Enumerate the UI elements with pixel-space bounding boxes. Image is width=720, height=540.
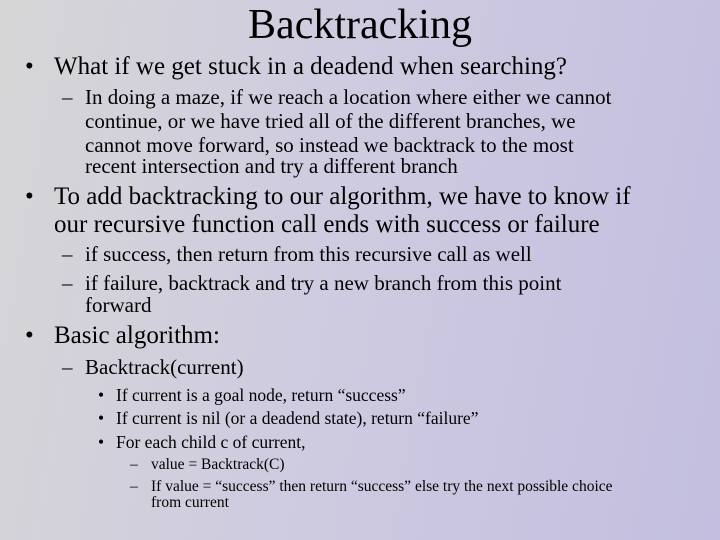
algorithm-substep: from current bbox=[151, 494, 229, 511]
dash-icon: – bbox=[130, 478, 138, 495]
sub-bullet-text: continue, or we have tried all of the different branches, we bbox=[85, 109, 576, 133]
sub-bullet-text: In doing a maze, if we reach a location where either we cannot bbox=[85, 85, 612, 109]
dash-icon: – bbox=[130, 456, 138, 473]
algorithm-substep: If value = “success” then return “success” else try the next possible choice bbox=[151, 478, 613, 495]
bullet-icon: • bbox=[25, 183, 34, 210]
sub-bullet-text: if failure, backtrack and try a new branch from this point bbox=[85, 271, 562, 295]
algorithm-step: For each child c of current, bbox=[116, 432, 306, 452]
sub-bullet-text: if success, then return from this recursive call as well bbox=[85, 242, 532, 266]
bullet-icon: • bbox=[98, 408, 105, 428]
sub-bullet-text: forward bbox=[85, 293, 152, 317]
bullet-text: Basic algorithm: bbox=[54, 322, 220, 349]
dash-icon: – bbox=[62, 85, 73, 109]
bullet-icon: • bbox=[98, 385, 105, 405]
algorithm-substep: value = Backtrack(C) bbox=[151, 456, 285, 473]
algorithm-step: If current is a goal node, return “success” bbox=[116, 385, 406, 405]
bullet-icon: • bbox=[25, 53, 34, 80]
sub-bullet-text: recent intersection and try a different branch bbox=[85, 154, 458, 178]
dash-icon: – bbox=[62, 242, 73, 266]
sub-bullet-text: Backtrack(current) bbox=[85, 355, 244, 379]
dash-icon: – bbox=[62, 355, 73, 379]
algorithm-step: If current is nil (or a deadend state), return “failure” bbox=[116, 408, 479, 428]
bullet-icon: • bbox=[98, 432, 105, 452]
slide-title: Backtracking bbox=[248, 2, 472, 48]
bullet-icon: • bbox=[25, 322, 34, 349]
dash-icon: – bbox=[62, 271, 73, 295]
bullet-text: To add backtracking to our algorithm, we have to know if bbox=[54, 183, 631, 210]
sub-bullet-text: cannot move forward, so instead we backtrack to the most bbox=[85, 133, 574, 157]
bullet-text: What if we get stuck in a deadend when searching? bbox=[54, 53, 567, 80]
bullet-text: our recursive function call ends with success or failure bbox=[54, 211, 600, 238]
